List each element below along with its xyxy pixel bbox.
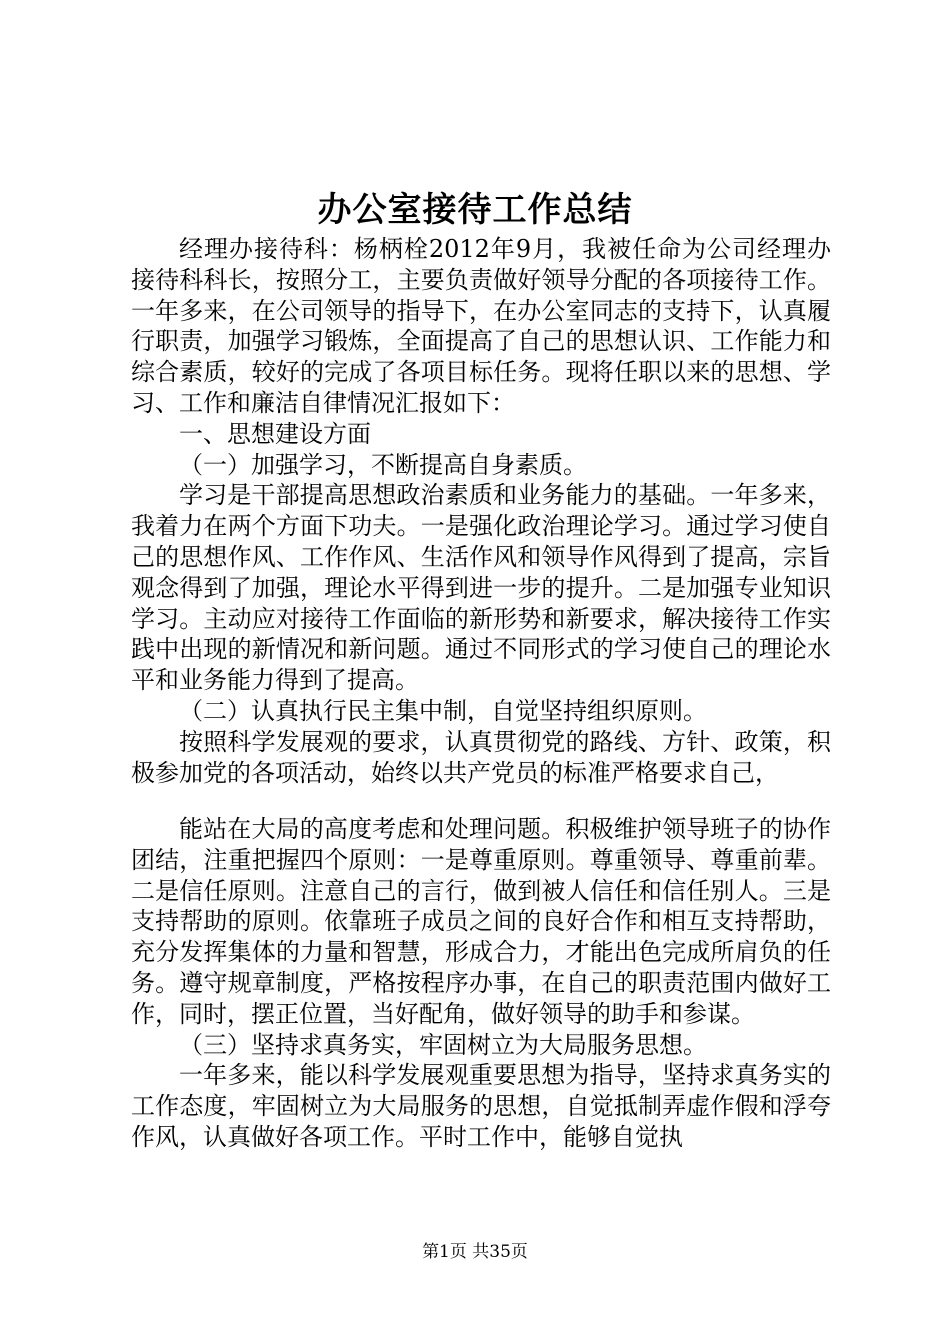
page-footer [0,1240,950,1264]
page-total: 共35页 [472,1242,528,1262]
paragraph-service: 一年多来，能以科学发展观重要思想为指导，坚持求真务实的工作态度，牢固树立为大局服务的思想，自觉抵制弄虚作假和浮夸作风，认真做好各项工作。平时工作中，能够自觉执 [131,1061,831,1151]
subsection-heading-2: （二）认真执行民主集中制，自觉坚持组织原则。 [179,696,707,725]
page-number: 第1页 [422,1242,467,1262]
body-text-upper [131,234,831,788]
paragraph-intro: 经理办接待科：杨柄栓2012年9月，我被任命为公司经理办接待科科长，按照分工，主要负责做好领导分配的各项接待工作。一年多来，在公司领导的指导下，在办公室同志的支持下，认真履行职责，加强学习锻炼，全面提高了自己的思想认识、工作能力和综合素质，较好的完成了各项目标任务。现将任职以来的思想、学习、工作和廉洁自律情况汇报如下： [131,235,831,417]
paragraph-principles-cont: 能站在大局的高度考虑和处理问题。积极维护领导班子的协作团结，注重把握四个原则：一是尊重原则。尊重领导、尊重前辈。二是信任原则。注意自己的言行，做到被人信任和信任别人。三是支持帮助的原则。依靠班子成员之间的良好合作和相互支持帮助，充分发挥集体的力量和智慧，形成合力，才能出色完成所肩负的任务。遵守规章制度，严格按程序办事，在自己的职责范围内做好工作，同时，摆正位置，当好配角，做好领导的助手和参谋。 [131,815,831,1028]
subsection-heading-3: （三）坚持求真务实，牢固树立为大局服务思想。 [179,1030,707,1059]
document-title: 办公室接待工作总结 [317,190,633,230]
section-heading-1: 一、思想建设方面 [179,419,371,448]
subsection-heading-1: （一）加强学习，不断提高自身素质。 [179,450,587,479]
paragraph-principles-start: 按照科学发展观的要求，认真贯彻党的路线、方针、政策，积极参加党的各项活动，始终以共产党员的标准严格要求自己， [131,727,831,787]
body-text-lower [131,814,831,1153]
paragraph-study: 学习是干部提高思想政治素质和业务能力的基础。一年多来，我着力在两个方面下功夫。一是强化政治理论学习。通过学习使自己的思想作风、工作作风、生活作风和领导作风得到了提高，宗旨观念得到了加强，理论水平得到进一步的提升。二是加强专业知识学习。主动应对接待工作面临的新形势和新要求，解决接待工作实践中出现的新情况和新问题。通过不同形式的学习使自己的理论水平和业务能力得到了提高。 [131,481,831,695]
